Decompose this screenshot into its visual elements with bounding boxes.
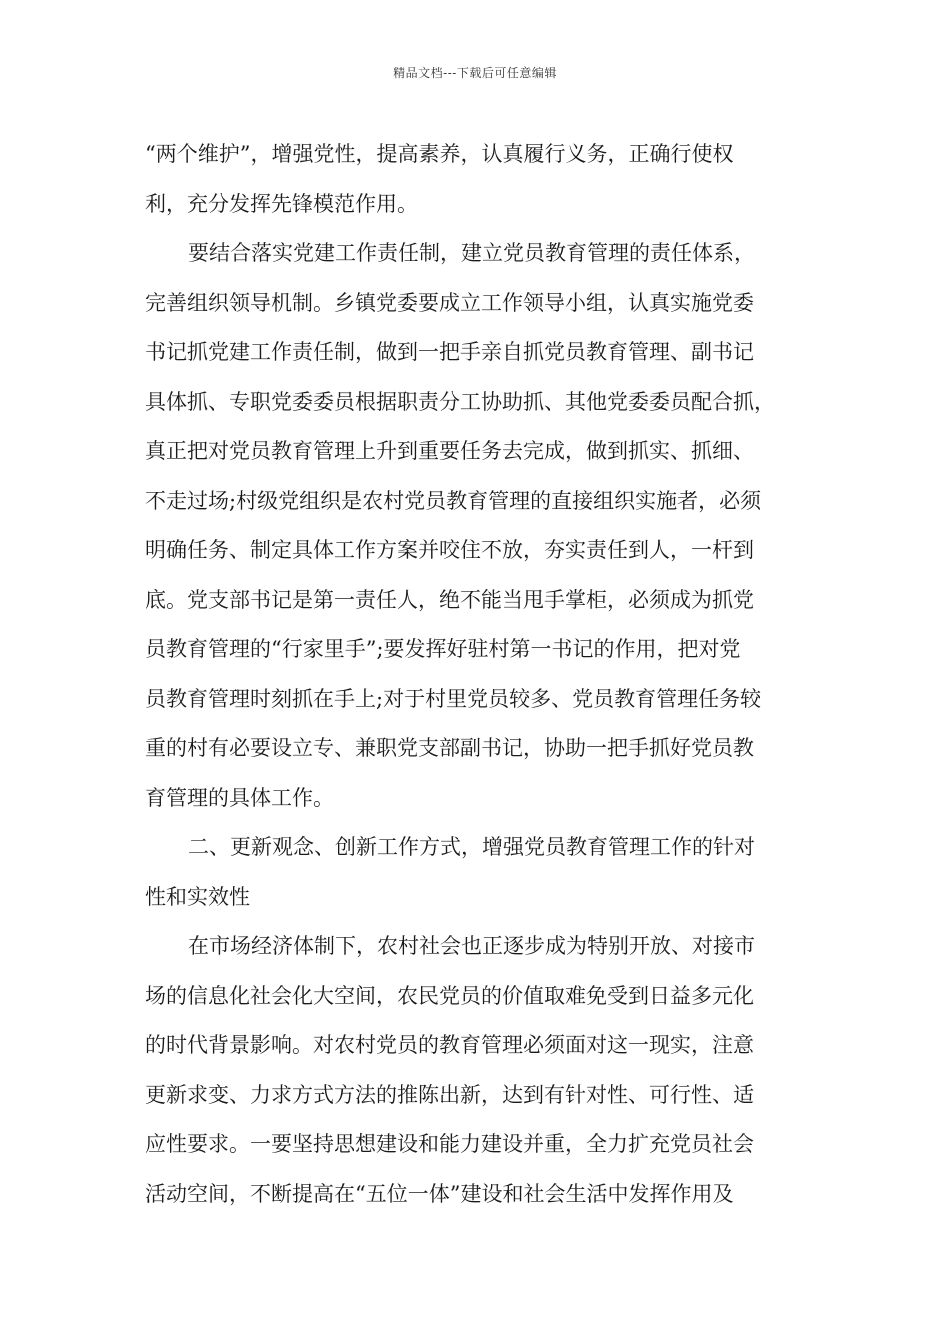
text-line: 性和实效性 (145, 884, 250, 909)
text-line: 要结合落实党建工作责任制，建立党员教育管理的责任体系， (188, 241, 755, 265)
text-line: 的时代背景影响。对农村党员的教育管理必须面对这一现实，注意 (145, 1033, 754, 1057)
paragraph (145, 922, 825, 1219)
text-line: 员教育管理时刻抓在手上;对于村里党员较多、党员教育管理任务较 (145, 686, 762, 711)
section-heading (145, 823, 825, 922)
paragraph (145, 229, 825, 823)
document-body (145, 130, 825, 1219)
text-line: 明确任务、制定具体工作方案并咬住不放，夯实责任到人，一杆到 (145, 538, 754, 562)
text-line: 完善组织领导机制。乡镇党委要成立工作领导小组，认真实施党委 (145, 290, 754, 315)
text-line: 应性要求。一要坚持思想建设和能力建设并重，全力扩充党员社会 (145, 1132, 754, 1156)
text-line: 在市场经济体制下，农村社会也正逐步成为特别开放、对接市 (188, 934, 755, 958)
text-line: 重的村有必要设立专、兼职党支部副书记，协助一把手抓好党员教 (145, 736, 754, 760)
text-line: 育管理的具体工作。 (145, 785, 334, 810)
paragraph (145, 130, 825, 229)
text-line: 具体抓、专职党委委员根据职责分工协助抓、其他党委委员配合抓， (145, 389, 775, 414)
text-line: 二、更新观念、创新工作方式，增强党员教育管理工作的针对 (188, 835, 755, 859)
text-line: 书记抓党建工作责任制，做到一把手亲自抓党员教育管理、副书记 (145, 340, 754, 364)
text-line: 活动空间，不断提高在“五位一体”建设和社会生活中发挥作用及 (145, 1181, 734, 1206)
page-header: 精品文档---下载后可任意编辑 (393, 66, 557, 80)
text-line: 更新求变、力求方式方法的推陈出新，达到有针对性、可行性、适 (145, 1082, 754, 1107)
text-line: “两个维护”，增强党性，提高素养，认真履行义务，正确行使权 (145, 142, 734, 166)
text-line: 真正把对党员教育管理上升到重要任务去完成，做到抓实、抓细、 (145, 439, 754, 463)
text-line: 利，充分发挥先锋模范作用。 (145, 191, 418, 216)
text-line: 底。党支部书记是第一责任人，绝不能当甩手掌柜，必须成为抓党 (145, 587, 754, 612)
text-line: 场的信息化社会化大空间，农民党员的价值取难免受到日益多元化 (145, 983, 754, 1008)
text-line: 员教育管理的“行家里手”;要发挥好驻村第一书记的作用，把对党 (145, 637, 741, 661)
text-line: 不走过场;村级党组织是农村党员教育管理的直接组织实施者，必须 (145, 488, 762, 513)
